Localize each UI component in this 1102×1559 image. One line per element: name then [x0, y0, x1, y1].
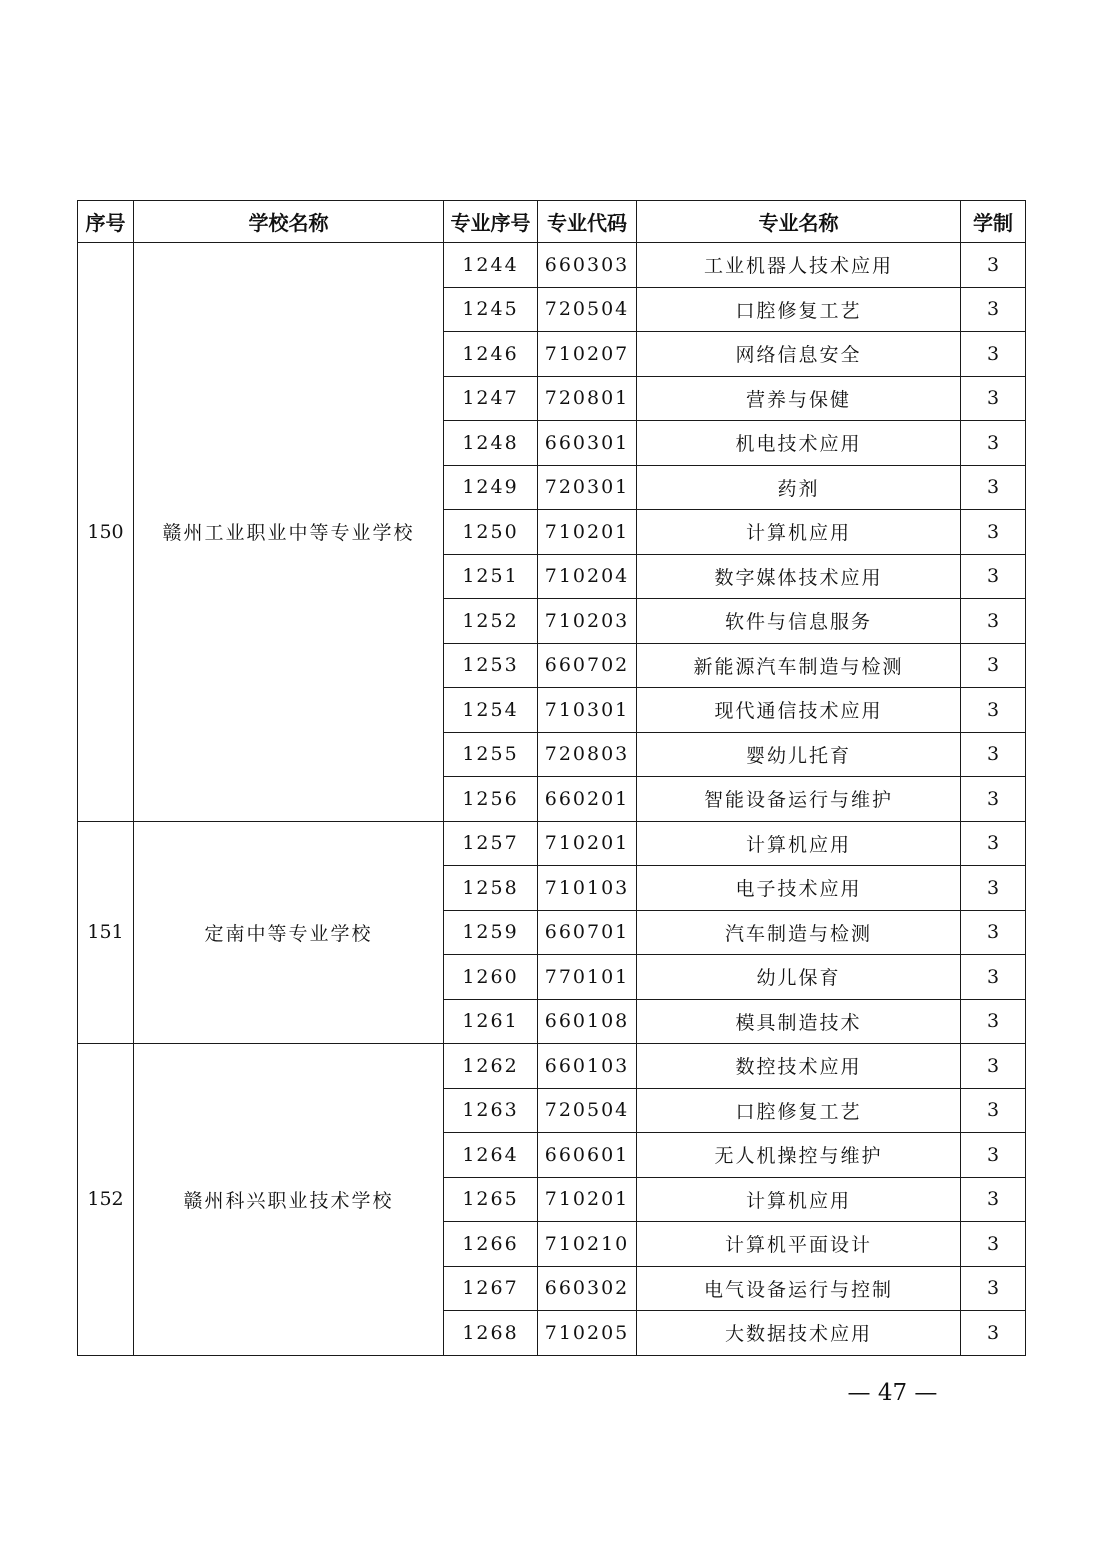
table-row [78, 243, 1026, 288]
major-seq-cell: 1253 [444, 643, 538, 688]
duration-cell: 3 [961, 688, 1026, 733]
major-name-cell: 现代通信技术应用 [637, 688, 961, 733]
duration-cell: 3 [961, 510, 1026, 555]
major-code-cell: 710210 [538, 1222, 637, 1267]
school-name-cell: 定南中等专业学校 [134, 821, 444, 1044]
major-code-cell: 720504 [538, 287, 637, 332]
table-body [78, 243, 1026, 1356]
major-name-cell: 汽车制造与检测 [637, 910, 961, 955]
major-seq-cell: 1264 [444, 1133, 538, 1178]
header-duration: 学制 [961, 201, 1026, 243]
major-seq-cell: 1261 [444, 999, 538, 1044]
major-name-cell: 机电技术应用 [637, 421, 961, 466]
major-name-cell: 模具制造技术 [637, 999, 961, 1044]
school-seq-cell: 150 [78, 243, 134, 822]
major-name-cell: 营养与保健 [637, 376, 961, 421]
major-code-cell: 710204 [538, 554, 637, 599]
major-name-cell: 电气设备运行与控制 [637, 1266, 961, 1311]
majors-table [77, 200, 1026, 1356]
major-code-cell: 710201 [538, 1177, 637, 1222]
major-name-cell: 软件与信息服务 [637, 599, 961, 644]
major-code-cell: 720801 [538, 376, 637, 421]
school-seq-cell: 151 [78, 821, 134, 1044]
duration-cell: 3 [961, 1133, 1026, 1178]
table-row [78, 821, 1026, 866]
major-name-cell: 大数据技术应用 [637, 1311, 961, 1356]
major-seq-cell: 1244 [444, 243, 538, 288]
duration-cell: 3 [961, 866, 1026, 911]
major-name-cell: 药剂 [637, 465, 961, 510]
duration-cell: 3 [961, 554, 1026, 599]
major-code-cell: 660701 [538, 910, 637, 955]
major-code-cell: 720504 [538, 1088, 637, 1133]
major-name-cell: 口腔修复工艺 [637, 287, 961, 332]
major-seq-cell: 1268 [444, 1311, 538, 1356]
major-name-cell: 数字媒体技术应用 [637, 554, 961, 599]
header-school: 学校名称 [134, 201, 444, 243]
duration-cell: 3 [961, 821, 1026, 866]
major-seq-cell: 1267 [444, 1266, 538, 1311]
major-name-cell: 工业机器人技术应用 [637, 243, 961, 288]
major-code-cell: 710203 [538, 599, 637, 644]
major-code-cell: 710205 [538, 1311, 637, 1356]
header-major-name: 专业名称 [637, 201, 961, 243]
major-code-cell: 660103 [538, 1044, 637, 1089]
major-seq-cell: 1252 [444, 599, 538, 644]
major-name-cell: 计算机平面设计 [637, 1222, 961, 1267]
major-seq-cell: 1246 [444, 332, 538, 377]
duration-cell: 3 [961, 910, 1026, 955]
major-name-cell: 婴幼儿托育 [637, 732, 961, 777]
duration-cell: 3 [961, 955, 1026, 1000]
major-seq-cell: 1258 [444, 866, 538, 911]
major-name-cell: 网络信息安全 [637, 332, 961, 377]
major-name-cell: 计算机应用 [637, 1177, 961, 1222]
major-seq-cell: 1256 [444, 777, 538, 822]
major-code-cell: 660601 [538, 1133, 637, 1178]
major-seq-cell: 1263 [444, 1088, 538, 1133]
duration-cell: 3 [961, 243, 1026, 288]
duration-cell: 3 [961, 376, 1026, 421]
major-seq-cell: 1260 [444, 955, 538, 1000]
duration-cell: 3 [961, 1177, 1026, 1222]
duration-cell: 3 [961, 421, 1026, 466]
major-seq-cell: 1254 [444, 688, 538, 733]
major-code-cell: 660302 [538, 1266, 637, 1311]
major-code-cell: 770101 [538, 955, 637, 1000]
duration-cell: 3 [961, 1088, 1026, 1133]
major-name-cell: 电子技术应用 [637, 866, 961, 911]
major-code-cell: 720803 [538, 732, 637, 777]
major-name-cell: 新能源汽车制造与检测 [637, 643, 961, 688]
table-row [78, 1044, 1026, 1089]
duration-cell: 3 [961, 332, 1026, 377]
duration-cell: 3 [961, 465, 1026, 510]
major-code-cell: 660108 [538, 999, 637, 1044]
major-code-cell: 710207 [538, 332, 637, 377]
major-seq-cell: 1249 [444, 465, 538, 510]
header-major-seq: 专业序号 [444, 201, 538, 243]
major-code-cell: 660303 [538, 243, 637, 288]
major-seq-cell: 1245 [444, 287, 538, 332]
major-name-cell: 数控技术应用 [637, 1044, 961, 1089]
major-seq-cell: 1257 [444, 821, 538, 866]
major-name-cell: 计算机应用 [637, 510, 961, 555]
duration-cell: 3 [961, 287, 1026, 332]
school-name-cell: 赣州工业职业中等专业学校 [134, 243, 444, 822]
header-seq: 序号 [78, 201, 134, 243]
major-code-cell: 660702 [538, 643, 637, 688]
major-seq-cell: 1248 [444, 421, 538, 466]
duration-cell: 3 [961, 643, 1026, 688]
major-name-cell: 计算机应用 [637, 821, 961, 866]
duration-cell: 3 [961, 777, 1026, 822]
major-name-cell: 幼儿保育 [637, 955, 961, 1000]
major-seq-cell: 1247 [444, 376, 538, 421]
major-code-cell: 660201 [538, 777, 637, 822]
duration-cell: 3 [961, 1044, 1026, 1089]
school-seq-cell: 152 [78, 1044, 134, 1356]
major-code-cell: 710201 [538, 821, 637, 866]
duration-cell: 3 [961, 732, 1026, 777]
major-seq-cell: 1266 [444, 1222, 538, 1267]
major-code-cell: 710103 [538, 866, 637, 911]
page-number: — 47 — [847, 1380, 938, 1406]
duration-cell: 3 [961, 999, 1026, 1044]
major-name-cell: 无人机操控与维护 [637, 1133, 961, 1178]
duration-cell: 3 [961, 1222, 1026, 1267]
major-seq-cell: 1255 [444, 732, 538, 777]
major-seq-cell: 1259 [444, 910, 538, 955]
major-code-cell: 710201 [538, 510, 637, 555]
major-seq-cell: 1250 [444, 510, 538, 555]
major-name-cell: 口腔修复工艺 [637, 1088, 961, 1133]
major-code-cell: 720301 [538, 465, 637, 510]
header-major-code: 专业代码 [538, 201, 637, 243]
major-code-cell: 710301 [538, 688, 637, 733]
duration-cell: 3 [961, 599, 1026, 644]
header-row [78, 201, 1026, 243]
major-seq-cell: 1262 [444, 1044, 538, 1089]
major-name-cell: 智能设备运行与维护 [637, 777, 961, 822]
duration-cell: 3 [961, 1311, 1026, 1356]
duration-cell: 3 [961, 1266, 1026, 1311]
major-seq-cell: 1251 [444, 554, 538, 599]
major-seq-cell: 1265 [444, 1177, 538, 1222]
major-code-cell: 660301 [538, 421, 637, 466]
school-name-cell: 赣州科兴职业技术学校 [134, 1044, 444, 1356]
